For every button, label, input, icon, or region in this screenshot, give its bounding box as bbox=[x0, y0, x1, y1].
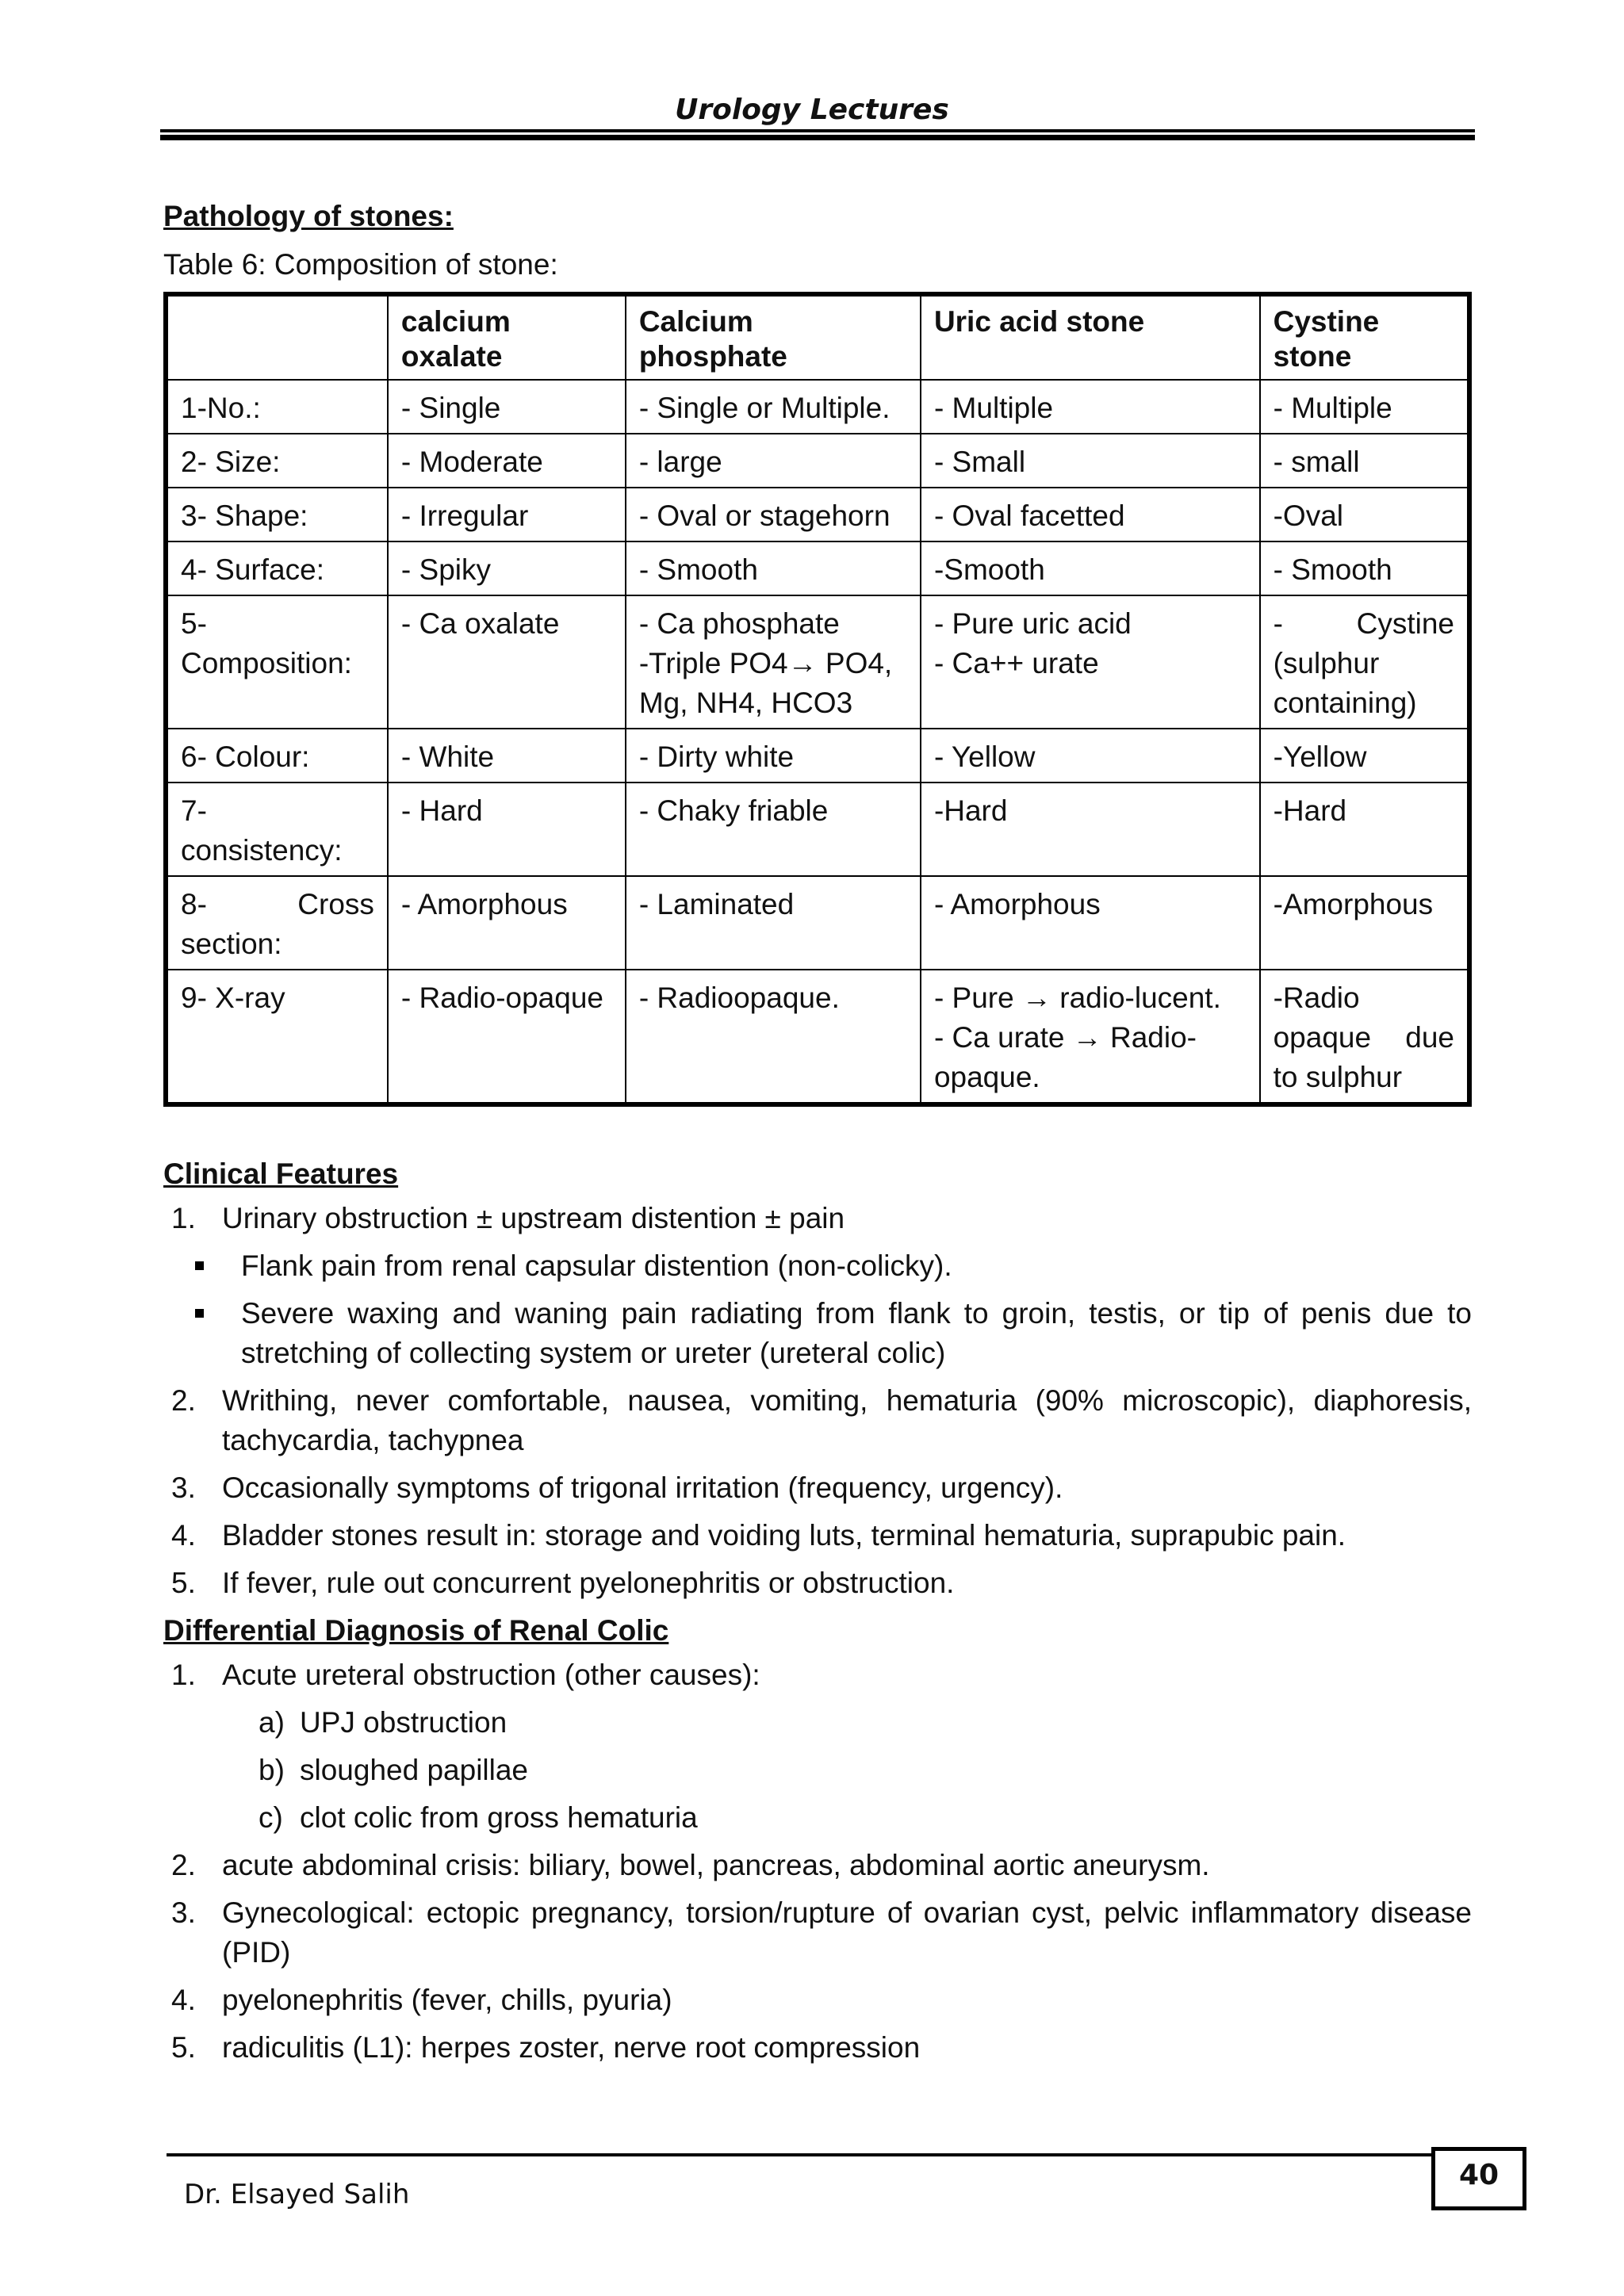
cell-text: - Ca urate → Radio-opaque. bbox=[933, 1021, 1197, 1093]
item-number: 4. bbox=[171, 1984, 196, 2016]
item-text: If fever, rule out concurrent pyelonephritis or obstruction. bbox=[222, 1567, 955, 1599]
item-number: 3. bbox=[171, 1471, 196, 1504]
item-number: 3. bbox=[171, 1896, 196, 1929]
sub-item bbox=[163, 1751, 1472, 1790]
table-cell bbox=[626, 970, 921, 1104]
table-cell bbox=[1260, 595, 1469, 729]
table-cell bbox=[1260, 970, 1469, 1104]
table-cell bbox=[626, 434, 921, 488]
sub-letter: a) bbox=[259, 1706, 285, 1739]
item-number: 1. bbox=[171, 1659, 196, 1691]
table-cell bbox=[921, 970, 1260, 1104]
main-content bbox=[163, 197, 1472, 2076]
cell-text: - Radioopaque. bbox=[638, 982, 840, 1014]
table-cell bbox=[388, 970, 626, 1104]
table-cell bbox=[388, 729, 626, 783]
item-number: 2. bbox=[171, 1849, 196, 1881]
row-label: 2- Size: bbox=[166, 434, 388, 488]
cell-text: -Smooth bbox=[933, 553, 1045, 586]
cell-text: - Dirty white bbox=[638, 740, 795, 773]
sub-item bbox=[163, 1798, 1472, 1838]
header-cell: Cystine stone bbox=[1260, 294, 1469, 380]
header-cell bbox=[166, 294, 388, 380]
footer-rule bbox=[167, 2153, 1431, 2156]
item-number: 5. bbox=[171, 1567, 196, 1599]
cell-text: - Spiky bbox=[400, 553, 491, 586]
item-text: radiculitis (L1): herpes zoster, nerve root compression bbox=[222, 2031, 921, 2064]
row-label: 9- X-ray bbox=[166, 970, 388, 1104]
table-cell bbox=[388, 783, 626, 876]
table-header-row bbox=[166, 294, 1469, 380]
cell-text: - Ca++ urate bbox=[933, 647, 1099, 679]
cell-text: - large bbox=[638, 446, 722, 478]
item-number: 2. bbox=[171, 1384, 196, 1417]
list-item bbox=[163, 1381, 1472, 1460]
header-cell: calcium oxalate bbox=[388, 294, 626, 380]
clinical-features-list bbox=[163, 1199, 1472, 1603]
list-item bbox=[163, 1563, 1472, 1603]
table-cell bbox=[626, 380, 921, 434]
cell-text: -Oval bbox=[1273, 499, 1343, 532]
cell-text: - Multiple bbox=[933, 392, 1054, 424]
square-bullet-icon bbox=[195, 1261, 204, 1270]
pathology-heading: Pathology of stones: bbox=[163, 200, 454, 232]
list-item bbox=[163, 1980, 1472, 2020]
list-item bbox=[163, 1516, 1472, 1556]
sub-letter: b) bbox=[259, 1754, 285, 1786]
table-cell bbox=[921, 729, 1260, 783]
cell-text: -Yellow bbox=[1273, 740, 1367, 773]
table-cell bbox=[1260, 434, 1469, 488]
table-cell bbox=[388, 488, 626, 541]
bullet-text: Flank pain from renal capsular distention (non-colicky). bbox=[241, 1249, 952, 1282]
item-text: Acute ureteral obstruction (other causes): bbox=[222, 1659, 760, 1691]
sub-text: sloughed papillae bbox=[300, 1754, 529, 1786]
differential-list bbox=[163, 1655, 1472, 2068]
sub-item bbox=[163, 1703, 1472, 1743]
row-label: 5- Composition: bbox=[166, 595, 388, 729]
table-cell bbox=[626, 488, 921, 541]
cell-text: - Radio-opaque bbox=[400, 982, 603, 1014]
cell-text: - Oval facetted bbox=[933, 499, 1125, 532]
list-item bbox=[163, 2028, 1472, 2068]
table-caption: Table 6: Composition of stone: bbox=[163, 248, 558, 281]
cell-text: - Pure → radio-lucent. bbox=[933, 982, 1221, 1014]
table-cell bbox=[626, 541, 921, 595]
cell-text: - Pure uric acid bbox=[933, 607, 1132, 640]
cell-text: - Multiple bbox=[1273, 392, 1392, 424]
cell-text: - Ca oxalate bbox=[400, 607, 560, 640]
list-item bbox=[163, 1468, 1472, 1508]
item-number: 4. bbox=[171, 1519, 196, 1552]
cell-text: - Amorphous bbox=[400, 888, 568, 920]
cell-text: - small bbox=[1273, 446, 1360, 478]
table-row bbox=[166, 595, 1469, 729]
page-number: 40 bbox=[1431, 2147, 1526, 2210]
cell-text: - Irregular bbox=[400, 499, 529, 532]
cell-text: - White bbox=[400, 740, 495, 773]
table-row bbox=[166, 783, 1469, 876]
item-text: Writhing, never comfortable, nausea, vomiting, hematuria (90% microscopic), diaphoresis, tachycardia, tachypnea bbox=[222, 1384, 1472, 1456]
cell-text: - Chaky friable bbox=[638, 794, 829, 827]
table-cell bbox=[388, 595, 626, 729]
table-cell bbox=[388, 876, 626, 970]
table-cell bbox=[388, 434, 626, 488]
table-cell bbox=[626, 595, 921, 729]
item-text: acute abdominal crisis: biliary, bowel, pancreas, abdominal aortic aneurysm. bbox=[222, 1849, 1210, 1881]
row-label: 7- consistency: bbox=[166, 783, 388, 876]
cell-text: - Moderate bbox=[400, 446, 543, 478]
table-cell bbox=[921, 541, 1260, 595]
table-cell bbox=[1260, 488, 1469, 541]
item-text: Bladder stones result in: storage and voiding luts, terminal hematuria, suprapubic pain. bbox=[222, 1519, 1346, 1552]
table-cell bbox=[1260, 876, 1469, 970]
cell-text: -Triple PO4→ PO4, Mg, NH4, HCO3 bbox=[638, 647, 893, 719]
table-cell bbox=[921, 783, 1260, 876]
bullet-list bbox=[163, 1246, 1472, 1373]
list-item bbox=[163, 1846, 1472, 1885]
cell-text: - Laminated bbox=[638, 888, 795, 920]
table-cell bbox=[921, 380, 1260, 434]
item-text: Urinary obstruction ± upstream distention ± pain bbox=[222, 1202, 845, 1234]
cell-text: -Hard bbox=[933, 794, 1008, 827]
cell-text: - Small bbox=[933, 446, 1026, 478]
cell-text: - Smooth bbox=[1273, 553, 1392, 586]
table-row bbox=[166, 488, 1469, 541]
row-label: 1-No.: bbox=[166, 380, 388, 434]
header-title: Urology Lectures bbox=[675, 94, 949, 126]
row-label: 3- Shape: bbox=[166, 488, 388, 541]
cell-text: -Amorphous bbox=[1273, 888, 1434, 920]
header-cell: Calcium phosphate bbox=[626, 294, 921, 380]
item-text: Gynecological: ectopic pregnancy, torsion/rupture of ovarian cyst, pelvic inflammatory disease (PID) bbox=[222, 1896, 1472, 1969]
clinical-features-section bbox=[163, 1154, 1472, 1603]
table-cell bbox=[1260, 729, 1469, 783]
list-item bbox=[163, 1893, 1472, 1973]
table-cell bbox=[1260, 783, 1469, 876]
sub-text: clot colic from gross hematuria bbox=[300, 1801, 698, 1834]
table-cell bbox=[626, 876, 921, 970]
table-row bbox=[166, 876, 1469, 970]
sub-letter: c) bbox=[259, 1801, 283, 1834]
table-cell bbox=[921, 434, 1260, 488]
bullet-item bbox=[163, 1294, 1472, 1373]
row-label: 4- Surface: bbox=[166, 541, 388, 595]
differential-heading: Differential Diagnosis of Renal Colic bbox=[163, 1614, 669, 1647]
sub-text: UPJ obstruction bbox=[300, 1706, 508, 1739]
list-item bbox=[163, 1199, 1472, 1238]
list-item bbox=[163, 1655, 1472, 1695]
table-cell bbox=[1260, 380, 1469, 434]
cell-text: - Smooth bbox=[638, 553, 758, 586]
table-row bbox=[166, 434, 1469, 488]
cell-text: - Single bbox=[400, 392, 501, 424]
stone-composition-table bbox=[163, 292, 1472, 1107]
differential-section bbox=[163, 1611, 1472, 2068]
cell-text: - Yellow bbox=[933, 740, 1036, 773]
table-cell bbox=[921, 488, 1260, 541]
table-row bbox=[166, 970, 1469, 1104]
row-label: 8- Cross section: bbox=[166, 876, 388, 970]
table-cell bbox=[388, 541, 626, 595]
cell-text: -Radio opaque due to sulphur bbox=[1273, 982, 1454, 1093]
sub-list bbox=[163, 1703, 1472, 1838]
cell-text: - Single or Multiple. bbox=[638, 392, 891, 424]
table-cell bbox=[388, 380, 626, 434]
cell-text: - Amorphous bbox=[933, 888, 1101, 920]
cell-text: - Hard bbox=[400, 794, 483, 827]
header-cell: Uric acid stone bbox=[921, 294, 1260, 380]
cell-text: - Oval or stagehorn bbox=[638, 499, 891, 532]
table-cell bbox=[1260, 541, 1469, 595]
square-bullet-icon bbox=[195, 1309, 204, 1318]
item-text: Occasionally symptoms of trigonal irritation (frequency, urgency). bbox=[222, 1471, 1063, 1504]
table-cell bbox=[626, 783, 921, 876]
footer-author: Dr. Elsayed Salih bbox=[184, 2179, 410, 2210]
table-cell bbox=[626, 729, 921, 783]
cell-text: - Ca phosphate bbox=[638, 607, 840, 640]
header-rule bbox=[160, 129, 1475, 140]
table-row bbox=[166, 541, 1469, 595]
cell-text: - Cystine (sulphur containing) bbox=[1273, 607, 1454, 719]
clinical-features-heading: Clinical Features bbox=[163, 1158, 399, 1190]
bullet-text: Severe waxing and waning pain radiating from flank to groin, testis, or tip of penis due to stretching of collecting system or ureter (ureteral colic) bbox=[241, 1297, 1472, 1369]
bullet-item bbox=[163, 1246, 1472, 1286]
item-number: 5. bbox=[171, 2031, 196, 2064]
item-text: pyelonephritis (fever, chills, pyuria) bbox=[222, 1984, 672, 2016]
cell-text: -Hard bbox=[1273, 794, 1347, 827]
item-number: 1. bbox=[171, 1202, 196, 1234]
table-cell bbox=[921, 595, 1260, 729]
row-label: 6- Colour: bbox=[166, 729, 388, 783]
table-cell bbox=[921, 876, 1260, 970]
table-row bbox=[166, 380, 1469, 434]
table-row bbox=[166, 729, 1469, 783]
